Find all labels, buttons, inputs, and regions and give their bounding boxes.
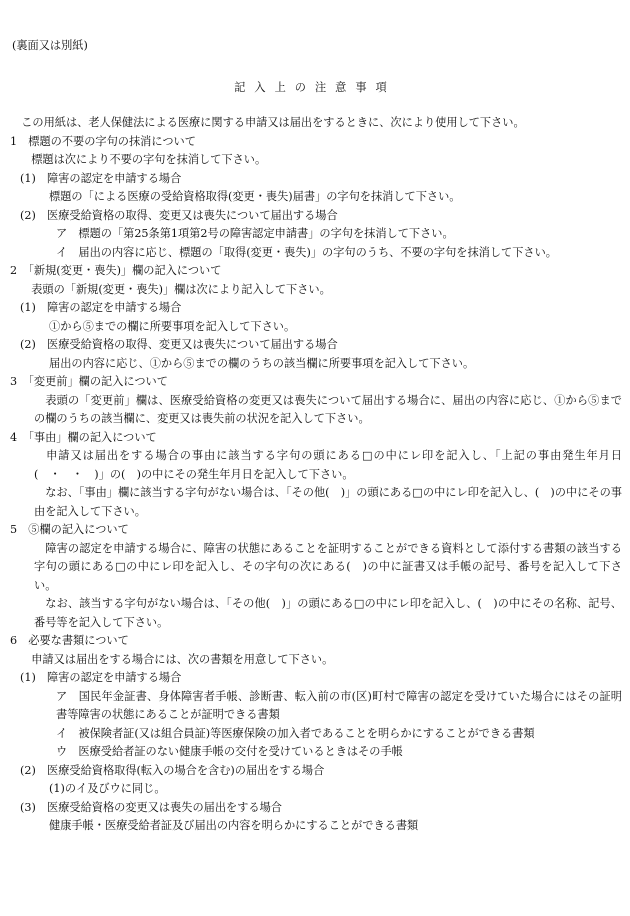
section-heading: 6 必要な書類について <box>10 634 129 647</box>
section-text: 障害の認定を申請する場合に、障害の状態にあることを証明することができる資料として添付する書類の該当する字句の頭にある□の中にレ印を記入し、その字句の次にある( )の中に証書又は手帳の記号、番号を記入して下さい。 <box>34 541 622 592</box>
section-text: なお、「事由」欄に該当する字句がない場合は、「その他( )」の頭にある□の中にレ印を記入し、( )の中にその事由を記入して下さい。 <box>34 486 622 518</box>
subsection-text: 健康手帳・医療受給者証及び届出の内容を明らかにすることができる書類 <box>49 819 419 832</box>
section-heading: 1 標題の不要の字句の抹消について <box>10 134 196 148</box>
subsection-heading: (2) 医療受給資格の取得、変更又は喪失について届出する場合 <box>20 208 338 222</box>
list-item: ウ 医療受給者証のない健康手帳の交付を受けているときはその手帳 <box>56 745 403 758</box>
list-item: イ 被保険者証(又は組合員証)等医療保険の加入者であることを明らかにすることができる書類 <box>56 726 535 740</box>
subsection-heading: (1) 障害の認定を申請する場合 <box>20 171 182 185</box>
subsection-heading: (2) 医療受給資格の取得、変更又は喪失について届出する場合 <box>20 338 338 351</box>
section-heading: 3 「変更前」欄の記入について <box>10 375 168 388</box>
subsection-text: ①から⑤までの欄に所要事項を記入して下さい。 <box>49 319 296 333</box>
section-text: 申請又は届出をする場合には、次の書類を用意して下さい。 <box>20 652 334 666</box>
reverse-side-note: (裏面又は別紙) <box>12 39 88 52</box>
section-text: 表頭の「変更前」欄は、医療受給資格の変更又は喪失について届出する場合に、届出の内容に応じ、①から⑤までの欄のうちの該当欄に、変更又は喪失前の状況を記入して下さい。 <box>34 393 622 425</box>
section-text: 標題は次により不要の字句を抹消して下さい。 <box>20 153 267 166</box>
page-title: 記入上の注意事項 <box>234 81 396 94</box>
list-item: ア 標題の「第25条第1項第2号の障害認定申請書」の字句を抹消して下さい。 <box>56 227 454 240</box>
intro-paragraph: この用紙は、老人保健法による医療に関する申請又は届出をするときに、次により使用して下さい。 <box>10 116 525 129</box>
subsection-text: 届出の内容に応じ、①から⑤までの欄のうちの該当欄に所要事項を記入して下さい。 <box>49 356 475 370</box>
section-heading: 2 「新規(変更・喪失)」欄の記入について <box>10 264 222 277</box>
subsection-text: (1)のイ及びウに同じ。 <box>49 782 166 795</box>
list-item: イ 届出の内容に応じ、標題の「取得(変更・喪失)」の字句のうち、不要の字句を抹消して下さい。 <box>56 245 557 259</box>
section-text: 申請又は届出をする場合の事由に該当する字句の頭にある□の中にレ印を記入し、「上記の事由発生年月日( ・ ・ )」の( )の中にその発生年月日を記入して下さい。 <box>34 449 622 481</box>
subsection-heading: (1) 障害の認定を申請する場合 <box>20 671 182 684</box>
section-text: 表頭の「新規(変更・喪失)」欄は次により記入して下さい。 <box>20 282 331 296</box>
subsection-heading: (3) 医療受給資格の変更又は喪失の届出をする場合 <box>20 800 282 814</box>
subsection-heading: (2) 医療受給資格取得(転入の場合を含む)の届出をする場合 <box>20 763 325 777</box>
section-text: なお、該当する字句がない場合は、「その他( )」の頭にある□の中にレ印を記入し、( )の中にその名称、記号、番号等を記入して下さい。 <box>34 597 622 629</box>
list-item: ア 国民年金証書、身体障害者手帳、診断書、転入前の市(区)町村で障害の認定を受けていた場合にはその証明書等障害の状態にあることが証明できる書類 <box>56 689 622 721</box>
instructions-body <box>10 114 622 836</box>
section-heading: 5 ⑤欄の記入について <box>10 523 129 536</box>
subsection-heading: (1) 障害の認定を申請する場合 <box>20 301 182 314</box>
section-heading: 4 「事由」欄の記入について <box>10 430 157 444</box>
subsection-text: 標題の「による医療の受給資格取得(変更・喪失)届書」の字句を抹消して下さい。 <box>49 190 461 203</box>
